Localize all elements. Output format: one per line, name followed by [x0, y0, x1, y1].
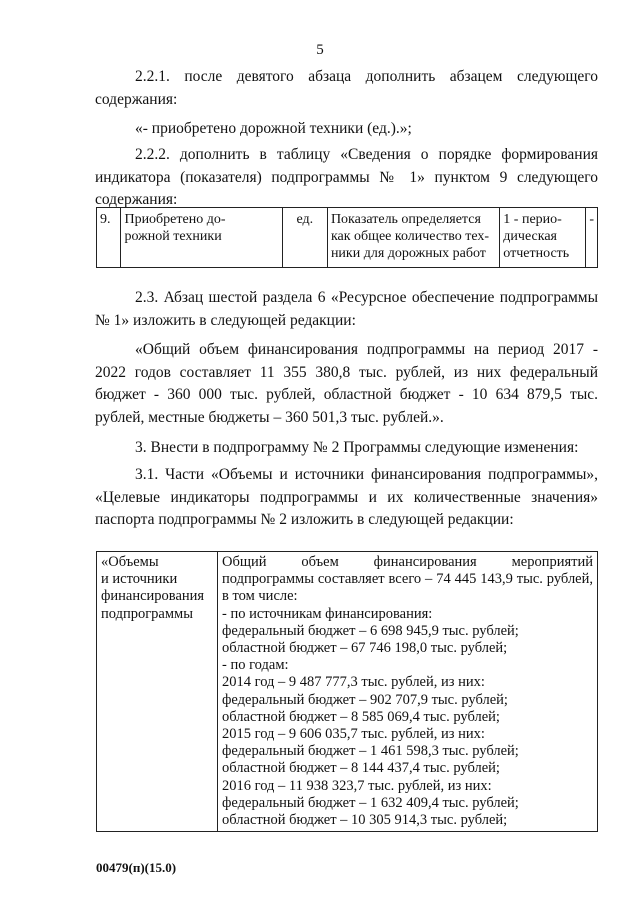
table-row	[97, 208, 598, 268]
cell-description: Показатель определяется как общее количество тех- ники для дорожных работ	[327, 208, 499, 268]
page-number: 5	[316, 42, 324, 58]
paragraph-2-2-2: 2.2.2. дополнить в таблицу «Сведения о порядке формирования индикатора (показателя) подпрограммы № 1» пунктом 9 следующего содержания:	[95, 146, 598, 208]
indicator-table	[96, 207, 598, 268]
cell-number: 9.	[97, 208, 121, 268]
paragraph-3-1: 3.1. Части «Объемы и источники финансирования подпрограммы», «Целевые индикаторы подпрограммы и их количественные значения» паспорта подпрограммы № 2 изложить в следующей редакции:	[95, 466, 598, 528]
cell-unit: ед.	[282, 208, 327, 268]
paragraph-3: 3. Внести в подпрограмму № 2 Программы следующие изменения:	[135, 439, 579, 456]
paragraph-quote-equipment: «- приобретено дорожной техники (ед.).»;	[135, 120, 412, 137]
paragraph-2-2-1: 2.2.1. после девятого абзаца дополнить абзацем следующего содержания:	[95, 68, 598, 108]
paragraph-financing-quote: «Общий объем финансирования подпрограммы на период 2017 - 2022 годов составляет 11 355 380,8 тыс. рублей, из них федеральный бюджет - 360 000 тыс. рублей, областной бюджет - 10 634 879,5 тыс. рублей, местные бюджеты – 360 501,3 тыс. рублей.».	[95, 341, 598, 426]
cell-period: 1 - перио- дическая отчетность	[500, 208, 586, 268]
table-row	[97, 552, 598, 832]
paragraph-2-3: 2.3. Абзац шестой раздела 6 «Ресурсное обеспечение подпрограммы № 1» изложить в следующей редакции:	[95, 289, 598, 329]
document-code: 00479(п)(15.0)	[96, 860, 177, 875]
cell-indicator-name: Приобретено до- рожной техники	[121, 208, 282, 268]
cell-financing-label: «Объемы и источники финансирования подпрограммы	[97, 552, 218, 832]
cell-last: -	[586, 208, 598, 268]
cell-financing-details: Общий объем финансирования мероприятий подпрограммы составляет всего – 74 445 143,9 тыс. рублей, в том числе: - по источникам финансирования: федеральный бюджет – 6 698 945,9 тыс. рублей; областной бюджет – 67 746 198,0 тыс. рублей; - по годам: 2014 год – 9 487 777,3 тыс. рублей, из них: федеральный бюджет – 902 707,9 тыс. рублей; областной бюджет – 8 585 069,4 тыс. рублей; 2015 год – 9 606 035,7 тыс. рублей, из них: федеральный бюджет – 1 461 598,3 тыс. рублей; областной бюджет – 8 144 437,4 тыс. рублей; 2016 год – 11 938 323,7 тыс. рублей, из них: федеральный бюджет – 1 632 409,4 тыс. рублей; областной бюджет – 10 305 914,3 тыс. рублей;	[218, 552, 598, 832]
financing-table	[96, 551, 598, 832]
